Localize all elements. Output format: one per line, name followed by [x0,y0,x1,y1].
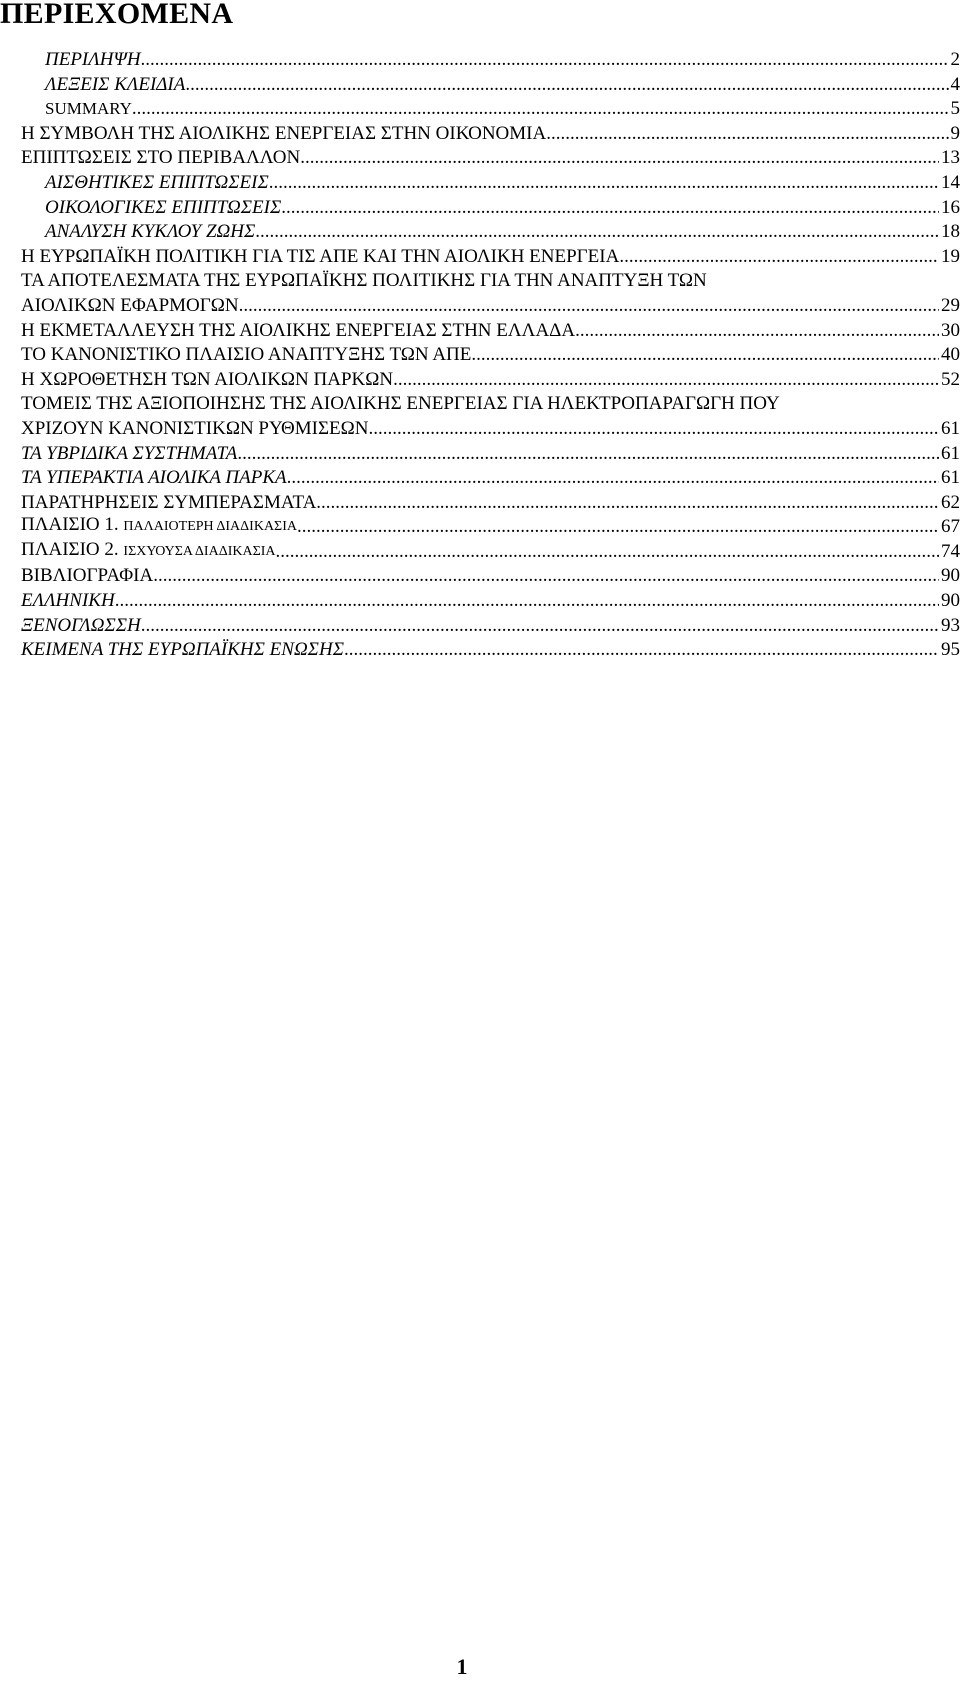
toc-entry-page: 18 [941,221,960,243]
toc-entry-title: ΞΕΝΟΓΛΩΣΣΗ [21,614,141,636]
toc-entry-title: ΑΝΑΛΥΣΗ ΚΥΚΛΟΥ ΖΩΗΣ [45,221,256,243]
toc-leader-dots [300,146,939,171]
toc-entry-title-line1: ΤΑ ΑΠΟΤΕΛΕΣΜΑΤΑ ΤΗΣ ΕΥΡΩΠΑΪΚΗΣ ΠΟΛΙΤΙΚΗΣ ΓΙΑ ΤΗΝ ΑΝΑΠΤΥΞΗ ΤΩΝ [21,270,707,292]
toc-entry-title: Η ΣΥΜΒΟΛΗ ΤΗΣ ΑΙΟΛΙΚΗΣ ΕΝΕΡΓΕΙΑΣ ΣΤΗΝ ΟΙΚΟΝΟΜΙΑ [21,122,547,144]
toc-entry-page: 19 [941,245,960,267]
toc-entry-page: 29 [941,294,960,316]
toc-entry-page: 16 [941,196,960,218]
toc-leader-dots [153,564,939,589]
toc-entry-box-1[interactable] [21,515,960,540]
toc-entry-page: 61 [941,417,960,439]
toc-entry-title: ΤΟ ΚΑΝΟΝΙΣΤΙΚΟ ΠΛΑΙΣΙΟ ΑΝΑΠΤΥΞΗΣ ΤΩΝ ΑΠΕ [21,344,472,366]
toc-entry-page: 90 [941,565,960,587]
toc-leader-dots [287,466,939,491]
toc-entry-page: 13 [941,147,960,169]
toc-leader-dots [141,614,939,639]
toc-entry-page: 9 [950,122,960,144]
toc-entry-title: Η ΕΥΡΩΠΑΪΚΗ ΠΟΛΙΤΙΚΗ ΓΙΑ ΤΙΣ ΑΠΕ ΚΑΙ ΤΗΝ ΑΙΟΛΙΚΗ ΕΝΕΡΓΕΙΑ [21,245,620,267]
toc-leader-dots [276,540,939,565]
toc-entry-title: ΒΙΒΛΙΟΓΡΑΦΙΑ [21,565,154,587]
toc-entry-page: 61 [941,467,960,489]
toc-entry-title-line2: ΧΡΙΖΟΥΝ ΚΑΝΟΝΙΣΤΙΚΩΝ ΡΥΘΜΙΣΕΩΝ [21,417,369,439]
toc-entry-line2 [21,294,960,319]
toc-entry-bibliography[interactable] [21,564,960,589]
toc-entry-aesthetic[interactable] [21,171,960,196]
toc-leader-dots [344,638,939,663]
toc-leader-dots [141,48,949,73]
toc-entry-title: ΟΙΚΟΛΟΓΙΚΕΣ ΕΠΙΠΤΩΣΕΙΣ [45,196,282,218]
table-of-contents [21,48,960,663]
toc-entry-page: 74 [941,540,960,562]
toc-leader-dots [239,294,939,319]
toc-entry-title-line2: ΑΙΟΛΙΚΩΝ ΕΦΑΡΜΟΓΩΝ [21,294,239,316]
toc-leader-dots [546,122,948,147]
toc-entry-regulatory[interactable] [21,343,960,368]
toc-entry-ecological[interactable] [21,196,960,221]
toc-entry-page: 4 [950,73,960,95]
toc-entry-page: 40 [941,344,960,366]
toc-entry-title: ΤΑ ΥΒΡΙΔΙΚΑ ΣΥΣΤΗΜΑΤΑ [21,442,238,464]
toc-entry-title-small: ΠΑΛΑΙΟΤΕΡΗ ΔΙΑΔΙΚΑΣΙΑ [123,519,297,535]
toc-entry-title: ΠΑΡΑΤΗΡΗΣΕΙΣ ΣΥΜΠΕΡΑΣΜΑΤΑ [21,491,317,513]
toc-entry-title-prefix: ΠΛΑΙΣΙΟ 1. [21,514,124,536]
toc-entry-offshore[interactable] [21,466,960,491]
toc-entry-economy[interactable] [21,122,960,147]
toc-leader-dots [316,491,939,516]
toc-entry-title-small: ΙΣΧΥΟΥΣΑ ΔΙΑΔΙΚΑΣΙΑ [123,543,276,559]
toc-entry-environment[interactable] [21,146,960,171]
toc-entry-conclusions[interactable] [21,491,960,516]
toc-entry-eu-texts[interactable] [21,638,960,663]
toc-leader-dots [393,368,939,393]
toc-entry-sectors[interactable] [21,392,960,441]
toc-entry-siting[interactable] [21,368,960,393]
toc-entry-title-line1: ΤΟΜΕΙΣ ΤΗΣ ΑΞΙΟΠΟΙΗΣΗΣ ΤΗΣ ΑΙΟΛΙΚΗΣ ΕΝΕΡΓΕΙΑΣ ΓΙΑ ΗΛΕΚΤΡΟΠΑΡΑΓΩΓΗ ΠΟΥ [21,393,780,415]
toc-entry-page: 93 [941,614,960,636]
toc-entry-summary[interactable] [21,97,960,122]
toc-entry-title: ΚΕΙΜΕΝΑ ΤΗΣ ΕΥΡΩΠΑΪΚΗΣ ΕΝΩΣΗΣ [21,639,344,661]
toc-entry-hybrid[interactable] [21,442,960,467]
toc-entry-page: 5 [950,98,960,120]
toc-entry-title: ΕΠΙΠΤΩΣΕΙΣ ΣΤΟ ΠΕΡΙΒΑΛΛΟΝ [21,147,301,169]
toc-leader-dots [269,171,939,196]
toc-entry-life-cycle[interactable] [21,220,960,245]
toc-heading: ΠΕΡΙΕΧΟΜΕΝΑ [0,0,234,30]
toc-entry-summary-greek[interactable] [21,48,960,73]
toc-entry-title: Η ΕΚΜΕΤΑΛΛΕΥΣΗ ΤΗΣ ΑΙΟΛΙΚΗΣ ΕΝΕΡΓΕΙΑΣ ΣΤΗΝ ΕΛΛΑΔΑ [21,319,576,341]
toc-entry-page: 67 [941,516,960,538]
toc-entry-page: 30 [941,319,960,341]
toc-entry-foreign-bibliography[interactable] [21,614,960,639]
toc-leader-dots [368,417,939,442]
toc-entry-page: 61 [941,442,960,464]
toc-leader-dots [281,196,939,221]
toc-entry-greece[interactable] [21,319,960,344]
toc-leader-dots [575,319,939,344]
toc-entry-greek-bibliography[interactable] [21,589,960,614]
toc-entry-page: 14 [941,171,960,193]
toc-entry-title: ΕΛΛΗΝΙΚΗ [21,590,115,612]
toc-leader-dots [471,343,939,368]
toc-leader-dots [132,97,949,122]
toc-entry-title-prefix: ΠΛΑΙΣΙΟ 2. [21,538,124,560]
toc-entry-page: 62 [941,491,960,513]
toc-entry-eu-results[interactable] [21,269,960,318]
toc-entry-eu-policy[interactable] [21,245,960,270]
toc-entry-title [21,513,297,540]
toc-entry-title: Η ΧΩΡΟΘΕΤΗΣΗ ΤΩΝ ΑΙΟΛΙΚΩΝ ΠΑΡΚΩΝ [21,368,394,390]
toc-entry-title: SUMMARY [45,99,132,119]
toc-entry-page: 2 [950,49,960,70]
toc-leader-dots [237,442,939,467]
toc-entry-line2 [21,417,960,442]
toc-entry-title: ΛΕΞΕΙΣ ΚΛΕΙΔΙΑ [45,73,186,95]
toc-leader-dots [115,589,939,614]
toc-entry-keywords[interactable] [21,73,960,98]
toc-leader-dots [185,73,948,98]
toc-leader-dots [297,515,939,540]
toc-entry-box-2[interactable] [21,540,960,565]
toc-entry-page: 52 [941,368,960,390]
toc-leader-dots [619,245,939,270]
toc-entry-page: 90 [941,590,960,612]
toc-entry-title [21,538,276,565]
toc-entry-title: ΠΕΡΙΛΗΨΗ [45,49,141,70]
toc-leader-dots [255,220,939,245]
page-number: 1 [456,1654,468,1679]
toc-entry-title: ΑΙΣΘΗΤΙΚΕΣ ΕΠΙΠΤΩΣΕΙΣ [45,171,269,193]
toc-entry-page: 95 [941,639,960,661]
toc-entry-title: ΤΑ ΥΠΕΡΑΚΤΙΑ ΑΙΟΛΙΚΑ ΠΑΡΚΑ [21,467,287,489]
